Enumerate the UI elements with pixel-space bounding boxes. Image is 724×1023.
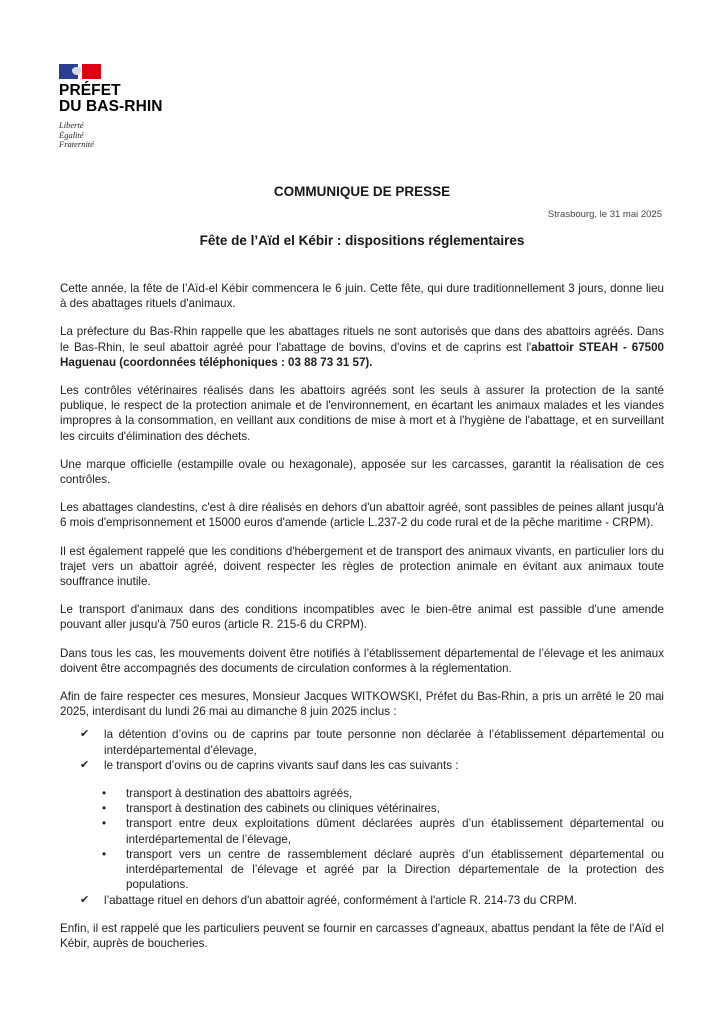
paragraph-prefectoral-order: Afin de faire respecter ces mesures, Monsieur Jacques WITKOWSKI, Préfet du Bas-Rhin, a pris un arrêté le 20 mai 2025, interdisant du lundi 26 mai au dimanche 8 juin 2025 inclus : bbox=[60, 690, 664, 719]
checkmark-icon: ✔ bbox=[80, 758, 90, 771]
republic-motto bbox=[59, 121, 163, 150]
bullet-icon: • bbox=[102, 817, 107, 831]
paragraph-official-mark: Une marque officielle (estampille ovale ou hexagonale), apposée sur les carcasses, garantit la réalisation de ces contrôles. bbox=[60, 457, 664, 487]
org-name-line1: PRÉFET bbox=[59, 82, 121, 99]
paragraph-veterinary-controls: Les contrôles vétérinaires réalisés dans les abattoirs agréés sont les seuls à assurer la protection de la santé publique, le respect de la protection animale et de l'environnement, en écartant les animaux malades et les viandes impropres à la consommation, en veillant aux conditions de mise à mort et à l'hygiène de l'abattage, et en surveillant les circuits d'élimination des déchets. bbox=[60, 384, 664, 443]
bullet-icon: • bbox=[102, 787, 107, 801]
exception-text: transport vers un centre de rassemblement déclaré auprès d’un établissement départemental ou interdépartemental de l’élevage et agréé par la Direction départementale de la protection des populations. bbox=[126, 847, 664, 892]
motto-liberte: Liberté bbox=[59, 120, 84, 130]
checkmark-icon: ✔ bbox=[80, 893, 90, 906]
flag-red-band bbox=[82, 64, 101, 79]
bullet-icon: • bbox=[102, 802, 107, 816]
bullet-icon: • bbox=[102, 847, 107, 861]
document-type-heading: COMMUNIQUE DE PRESSE bbox=[273, 184, 451, 199]
exceptions-list bbox=[60, 786, 664, 892]
prohibition-item bbox=[80, 893, 664, 908]
paragraph-movement-notification: Dans tous les cas, les mouvements doivent être notifiés à l’établissement départemental de l’élevage et les animaux doivent être accompagnés des documents de circulation conformes à la réglementation. bbox=[60, 646, 664, 675]
exception-text: transport à destination des cabinets ou cliniques vétérinaires, bbox=[126, 802, 440, 816]
exception-text: transport à destination des abattoirs agréés, bbox=[126, 787, 353, 801]
motto-fraternite: Fraternité bbox=[59, 139, 94, 149]
checkmark-icon: ✔ bbox=[80, 728, 90, 741]
french-flag-icon bbox=[59, 64, 101, 79]
date-line: Strasbourg, le 31 mai 2025 bbox=[547, 209, 662, 220]
press-release-body bbox=[60, 281, 664, 964]
exception-item bbox=[102, 816, 664, 846]
paragraph-clandestine-penalties: Les abattages clandestins, c'est à dire réalisés en dehors d'un abattoir agréé, sont passibles de peines allant jusqu'à 6 mois d'emprisonnement et 15000 euros d'amende (article L.237-2 du code rural et de la pêche maritime - CRPM). bbox=[60, 501, 664, 530]
motto-egalite: Égalité bbox=[59, 129, 84, 140]
abattoir-contact: abattoir STEAH - 67500 Haguenau (coordonnées téléphoniques : 03 88 73 31 57). bbox=[60, 340, 664, 369]
exception-item bbox=[102, 847, 664, 893]
paragraph-transport-fine: Le transport d'animaux dans des conditions incompatibles avec le bien-être animal est passible d'une amende pouvant aller jusqu'à 750 euros (article R. 215-6 du CRPM). bbox=[60, 603, 664, 632]
prefecture-logo bbox=[59, 64, 163, 150]
exception-text: transport entre deux exploitations dûment déclarées auprès d’un établissement départemental ou interdépartemental de l’élevage, bbox=[126, 817, 664, 846]
prohibition-item bbox=[80, 758, 664, 773]
subject-title: Fête de l’Aïd el Kébir : dispositions réglementaires bbox=[199, 233, 525, 248]
paragraph-butchers: Enfin, il est rappelé que les particuliers peuvent se fournir en carcasses d'agneaux, abattus pendant la fête de l'Aïd el Kébir, auprès de boucheries. bbox=[60, 921, 664, 950]
prohibitions-list-continued bbox=[60, 893, 664, 908]
paragraph-intro: Cette année, la fête de l’Aïd-el Kébir commencera le 6 juin. Cette fête, qui dure traditionnellement 3 jours, donne lieu à des abattages rituels d'animaux. bbox=[60, 282, 664, 311]
prohibition-item bbox=[80, 727, 664, 757]
exception-item bbox=[102, 786, 664, 801]
paragraph-transport-conditions: Il est également rappelé que les conditions d'hébergement et de transport des animaux vivants, en particulier lors du trajet vers un abattoir agréé, doivent respecter les règles de protection animale en évitant aux animaux toute souffrance inutile. bbox=[60, 544, 664, 589]
prohibition-text: l’abattage rituel en dehors d'un abattoir agréé, conformément à l'article R. 214-73 du CRPM. bbox=[104, 893, 577, 907]
flag-blue-band bbox=[59, 64, 78, 79]
org-name-line2: DU BAS-RHIN bbox=[59, 98, 163, 115]
prohibition-text: le transport d’ovins ou de caprins vivants sauf dans les cas suivants : bbox=[104, 758, 459, 772]
abattoir-intro-text: La préfecture du Bas-Rhin rappelle que les abattages rituels ne sont autorisés que dans des abattoirs agréés. Dans le Bas-Rhin, le seul abattoir agréé pour l'abattage de bovins, d'ovins et de caprins est l' bbox=[60, 325, 664, 354]
exception-item bbox=[102, 801, 664, 816]
prohibitions-list bbox=[60, 727, 664, 773]
paragraph-approved-abattoir bbox=[60, 324, 664, 370]
prohibition-text: la détention d’ovins ou de caprins par toute personne non déclarée à l’établissement départemental ou interdépartemental d’élevage, bbox=[104, 728, 664, 757]
